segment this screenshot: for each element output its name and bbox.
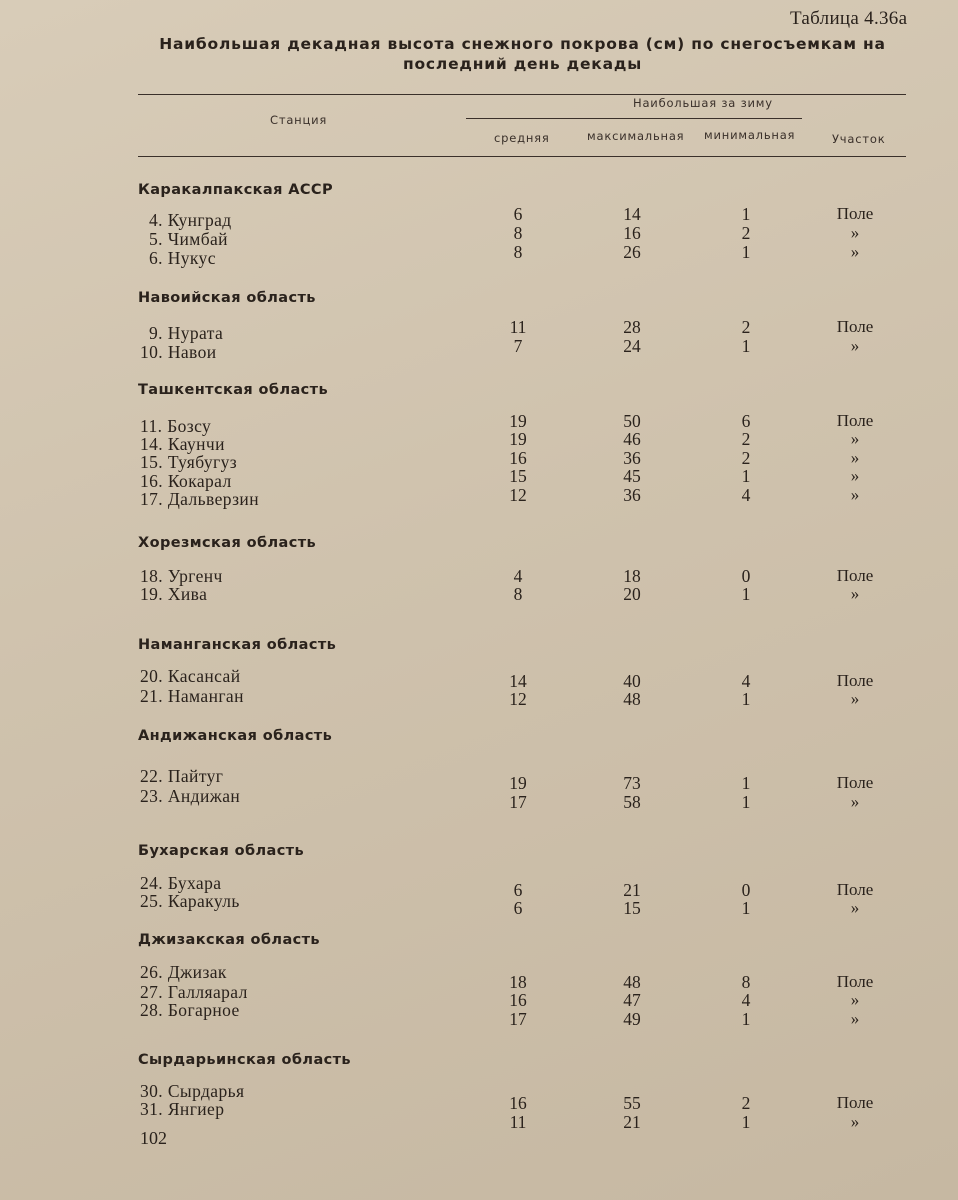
cell-avg: 16 xyxy=(509,448,527,468)
cell-min: 1 xyxy=(741,584,751,604)
cell-plot: » xyxy=(850,1112,860,1131)
station-name: 30. Сырдарья xyxy=(140,1081,245,1101)
region-heading: Ташкентская область xyxy=(138,382,329,398)
cell-plot: » xyxy=(850,223,860,242)
cell-min: 1 xyxy=(741,792,751,812)
cell-max: 48 xyxy=(623,972,641,992)
cell-min: 6 xyxy=(741,411,751,431)
cell-min: 2 xyxy=(741,223,751,243)
cell-avg: 8 xyxy=(513,584,523,604)
station-name: 18. Ургенч xyxy=(140,566,223,586)
cell-avg: 8 xyxy=(513,242,523,262)
cell-avg: 17 xyxy=(509,792,527,812)
station-name: 10. Навои xyxy=(140,342,217,362)
station-name: 26. Джизак xyxy=(140,962,227,982)
header-plot: Участок xyxy=(832,132,886,146)
cell-max: 40 xyxy=(623,671,641,691)
station-name: 22. Пайтуг xyxy=(140,766,224,786)
cell-plot: » xyxy=(850,429,860,448)
cell-max: 55 xyxy=(623,1093,641,1113)
cell-max: 20 xyxy=(623,584,641,604)
cell-plot: Поле xyxy=(836,317,874,336)
cell-max: 14 xyxy=(623,204,641,224)
cell-max: 58 xyxy=(623,792,641,812)
cell-min: 4 xyxy=(741,485,751,505)
station-name: 6. Нукус xyxy=(149,248,216,268)
cell-min: 1 xyxy=(741,242,751,262)
cell-max: 28 xyxy=(623,317,641,337)
cell-plot: Поле xyxy=(836,880,874,899)
cell-plot: Поле xyxy=(836,411,874,430)
station-name: 25. Каракуль xyxy=(140,891,240,911)
cell-max: 46 xyxy=(623,429,641,449)
cell-avg: 6 xyxy=(513,204,523,224)
cell-plot: » xyxy=(850,990,860,1009)
region-heading: Навоийская область xyxy=(138,290,316,306)
cell-avg: 19 xyxy=(509,411,527,431)
cell-plot: » xyxy=(850,689,860,708)
cell-min: 4 xyxy=(741,671,751,691)
cell-min: 1 xyxy=(741,689,751,709)
cell-avg: 6 xyxy=(513,880,523,900)
station-name: 27. Галляарал xyxy=(140,982,248,1002)
station-name: 5. Чимбай xyxy=(149,229,228,249)
cell-min: 1 xyxy=(741,204,751,224)
cell-plot: » xyxy=(850,466,860,485)
station-name: 21. Наманган xyxy=(140,686,244,706)
cell-min: 2 xyxy=(741,429,751,449)
cell-avg: 17 xyxy=(509,1009,527,1029)
cell-plot: » xyxy=(850,792,860,811)
cell-plot: » xyxy=(850,242,860,261)
cell-plot: Поле xyxy=(836,566,874,585)
header-group: Наибольшая за зиму xyxy=(633,96,773,110)
cell-max: 24 xyxy=(623,336,641,356)
cell-min: 1 xyxy=(741,898,751,918)
cell-avg: 11 xyxy=(509,317,527,337)
cell-plot: » xyxy=(850,485,860,504)
station-name: 24. Бухара xyxy=(140,873,222,893)
cell-avg: 14 xyxy=(509,671,527,691)
cell-plot: » xyxy=(850,336,860,355)
cell-min: 8 xyxy=(741,972,751,992)
header-group-rule xyxy=(466,118,802,119)
cell-avg: 19 xyxy=(509,429,527,449)
station-name: 16. Кокарал xyxy=(140,471,232,491)
cell-avg: 6 xyxy=(513,898,523,918)
cell-plot: » xyxy=(850,584,860,603)
station-name: 14. Каунчи xyxy=(140,434,225,454)
cell-min: 4 xyxy=(741,990,751,1010)
region-heading: Джизакская область xyxy=(138,932,320,948)
cell-max: 18 xyxy=(623,566,641,586)
region-heading: Хорезмская область xyxy=(138,535,317,551)
cell-min: 0 xyxy=(741,880,751,900)
cell-avg: 11 xyxy=(509,1112,527,1132)
station-name: 20. Касансай xyxy=(140,666,241,686)
region-heading: Сырдарьинская область xyxy=(138,1052,351,1068)
cell-max: 21 xyxy=(623,1112,641,1132)
cell-min: 1 xyxy=(741,336,751,356)
cell-min: 1 xyxy=(741,1112,751,1132)
cell-avg: 16 xyxy=(509,990,527,1010)
cell-max: 36 xyxy=(623,485,641,505)
cell-min: 2 xyxy=(741,448,751,468)
cell-min: 2 xyxy=(741,1093,751,1113)
cell-avg: 7 xyxy=(513,336,523,356)
cell-avg: 12 xyxy=(509,689,527,709)
header-bottom-rule xyxy=(138,156,906,157)
cell-max: 49 xyxy=(623,1009,641,1029)
cell-plot: Поле xyxy=(836,1093,874,1112)
cell-max: 50 xyxy=(623,411,641,431)
cell-avg: 15 xyxy=(509,466,527,486)
cell-plot: » xyxy=(850,1009,860,1028)
table-number: Таблица 4.36а xyxy=(790,8,908,29)
station-name: 4. Кунград xyxy=(149,210,232,230)
page-number: 102 xyxy=(140,1128,167,1148)
cell-max: 15 xyxy=(623,898,641,918)
cell-max: 48 xyxy=(623,689,641,709)
region-heading: Андижанская область xyxy=(138,728,333,744)
cell-avg: 18 xyxy=(509,972,527,992)
cell-min: 1 xyxy=(741,1009,751,1029)
station-name: 15. Туябугуз xyxy=(140,452,238,472)
cell-plot: Поле xyxy=(836,972,874,991)
cell-plot: » xyxy=(850,448,860,467)
cell-max: 16 xyxy=(623,223,641,243)
cell-plot: Поле xyxy=(836,204,874,223)
cell-max: 47 xyxy=(623,990,641,1010)
cell-min: 1 xyxy=(741,773,751,793)
cell-avg: 8 xyxy=(513,223,523,243)
header-max: максимальная xyxy=(587,129,685,143)
station-name: 9. Нурата xyxy=(149,323,224,343)
cell-min: 1 xyxy=(741,466,751,486)
header-min: минимальная xyxy=(704,128,796,142)
cell-plot: Поле xyxy=(836,671,874,690)
table-caption: Наибольшая декадная высота снежного покрова (см) по снегосъемкам на последний день декады xyxy=(159,35,886,73)
region-heading: Наманганская область xyxy=(138,637,337,653)
station-name: 17. Дальверзин xyxy=(140,489,259,509)
cell-max: 73 xyxy=(623,773,641,793)
cell-avg: 16 xyxy=(509,1093,527,1113)
station-name: 19. Хива xyxy=(140,584,208,604)
station-name: 28. Богарное xyxy=(140,1000,240,1020)
cell-avg: 19 xyxy=(509,773,527,793)
cell-max: 36 xyxy=(623,448,641,468)
cell-max: 26 xyxy=(623,242,641,262)
cell-min: 0 xyxy=(741,566,751,586)
header-avg: средняя xyxy=(494,131,550,145)
cell-avg: 4 xyxy=(513,566,523,586)
region-heading: Бухарская область xyxy=(138,843,305,859)
cell-min: 2 xyxy=(741,317,751,337)
cell-max: 45 xyxy=(623,466,641,486)
cell-plot: Поле xyxy=(836,773,874,792)
header-station: Станция xyxy=(270,113,328,127)
station-name: 23. Андижан xyxy=(140,786,241,806)
header-top-rule xyxy=(138,94,906,95)
cell-avg: 12 xyxy=(509,485,527,505)
station-name: 31. Янгиер xyxy=(140,1099,225,1119)
cell-max: 21 xyxy=(623,880,641,900)
cell-plot: » xyxy=(850,898,860,917)
station-name: 11. Бозсу xyxy=(140,416,212,436)
region-heading: Каракалпакская АССР xyxy=(138,182,334,198)
